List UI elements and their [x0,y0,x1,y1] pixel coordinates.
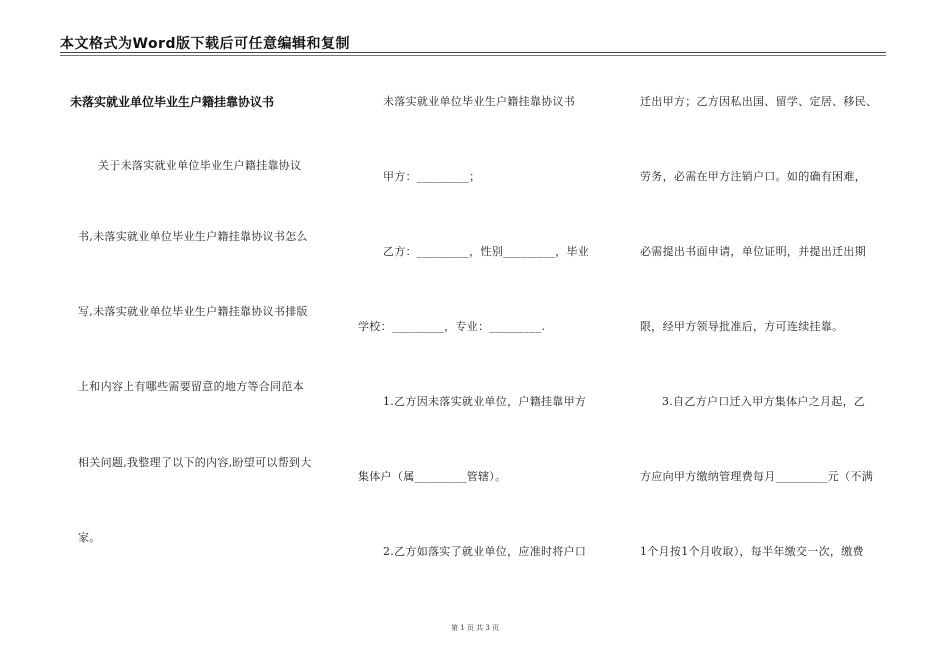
col3-line: 3.自乙方户口迁入甲方集体户之月起，乙 [662,395,866,408]
header-rule-secondary [60,55,886,56]
col2-line: 未落实就业单位毕业生户籍挂靠协议书 [383,95,576,108]
col3-line: 方应向甲方缴纳管理费每月_________元（不满 [640,470,873,483]
col2-line: 2.乙方如落实了就业单位，应准时将户口 [383,545,587,558]
col1-line: 书,未落实就业单位毕业生户籍挂靠协议书怎么 [78,230,308,243]
col1-line: 上和内容上有哪些需要留意的地方等合同范本 [78,380,304,393]
col3-line: 劳务，必需在甲方注销户口。如的确有困难， [640,170,866,183]
col2-line: 乙方：_________，性别_________，毕业 [383,245,590,258]
col1-line: 相关问题,我整理了以下的内容,盼望可以帮到大 [78,456,312,469]
col1-line: 关于未落实就业单位毕业生户籍挂靠协议 [98,159,302,172]
col2-line: 1.乙方因未落实就业单位，户籍挂靠甲方 [383,395,587,408]
document-banner: 本文格式为Word版下载后可任意编辑和复制 [60,36,350,52]
header-rule [60,52,886,53]
col3-line: 1个月按1个月收取），每半年缴交一次，缴费 [640,545,864,558]
col3-line: 限，经甲方领导批准后，方可连续挂靠。 [640,320,844,333]
col3-line: 迁出甲方；乙方因私出国、留学、定居、移民、 [640,95,878,108]
col1-line: 写,未落实就业单位毕业生户籍挂靠协议书排版 [78,305,308,318]
col2-line: 甲方：_________； [383,170,481,183]
page-number: 第 1 页 共 3 页 [450,624,500,632]
article-title: 未落实就业单位毕业生户籍挂靠协议书 [70,95,275,109]
col3-line: 必需提出书面申请，单位证明，并提出迁出期 [640,245,866,258]
col1-line: 家。 [78,531,101,544]
col2-line: 集体户（属_________管辖）。 [358,470,507,483]
col2-line: 学校：_________，专业：_________. [358,320,546,333]
